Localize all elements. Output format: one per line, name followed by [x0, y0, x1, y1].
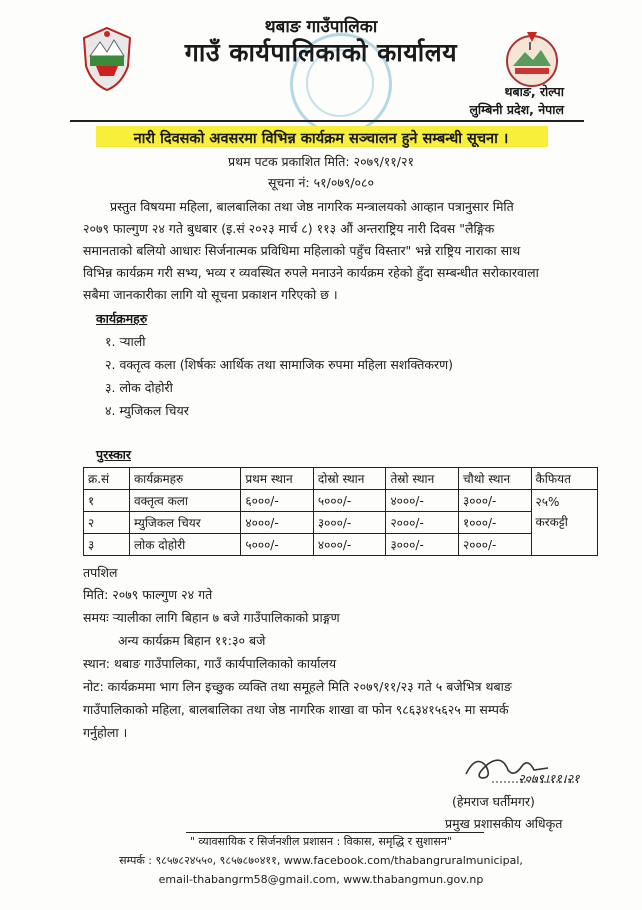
address-line-2: लुम्बिनी प्रदेश, नेपाल [469, 102, 564, 117]
table-row [84, 534, 598, 556]
remark-percent: २५% [535, 495, 560, 509]
event-time-rally: समयः ऱ्यालीका लागि बिहान ७ बजे गाउँपालिकाको प्राङ्गण [83, 610, 340, 625]
table-cell: ३०००/- [458, 490, 531, 512]
table-cell: ४०००/- [241, 512, 314, 534]
table-cell: ३०००/- [313, 512, 386, 534]
program-item: ३. लोक दोहोरी [105, 380, 173, 395]
footer-email: email-thabangrm58@gmail.com, www.thabangmun.gov.np [158, 873, 484, 886]
table-header-row [84, 468, 598, 490]
table-cell: ३ [84, 534, 130, 556]
table-cell: २०००/- [458, 534, 531, 556]
prizes-heading: पुरस्कार [96, 447, 132, 462]
signature-date: २०७९।११।२१ [518, 771, 580, 786]
column-header: तेस्रो स्थान [386, 468, 459, 490]
body-line-3: समानताको बलियो आधारः सिर्जनात्मक प्रविधिमा महिलाको पहुँच विस्तार" भन्ने राष्ट्रिय नाराका साथ [83, 243, 521, 258]
notice-subject: नारी दिवसको अवसरमा विभिन्न कार्यक्रम सञ्चालन हुने सम्बन्धी सूचना । [133, 131, 509, 147]
footer-divider [186, 832, 484, 833]
table-cell: १०००/- [458, 512, 531, 534]
note-line-3: गर्नुहोला । [83, 725, 128, 740]
table-cell: ४०००/- [313, 534, 386, 556]
table-cell: ४०००/- [386, 490, 459, 512]
program-item: १. ऱ्याली [105, 334, 146, 349]
signatory-name: (हेमराज घर्तीमगर) [452, 794, 535, 809]
program-item: ४. म्युजिकल चियर [105, 403, 189, 418]
municipality-name: थबाङ गाउँपालिका [264, 17, 378, 37]
event-time-other: अन्य कार्यक्रम बिहान ११:३० बजे [118, 633, 266, 648]
table-cell: लोक दोहोरी [129, 534, 240, 556]
column-header: प्रथम स्थान [241, 468, 314, 490]
signatory-title: प्रमुख प्रशासकीय अधिकृत [445, 816, 563, 831]
body-line-1: प्रस्तुत विषयमा महिला, बालबालिका तथा जेष्ठ नागरिक मन्त्रालयको आव्हान पत्रानुसार मिति [110, 199, 514, 214]
note-line-2: गाउँपालिकाको महिला, बालबालिका तथा जेष्ठ नागरिक शाखा वा फोन ९८६३४१५६२५ मा सम्पर्क [83, 702, 509, 717]
program-item: २. वक्तृत्व कला (शिर्षकः आर्थिक तथा सामाजिक रुपमा महिला सशक्तिकरण) [105, 357, 454, 372]
table-row [84, 512, 598, 534]
table-cell: वक्तृत्व कला [129, 490, 240, 512]
office-name: गाउँ कार्यपालिकाको कार्यालय [184, 38, 458, 67]
event-venue: स्थान: थबाङ गाउँपालिका, गाउँ कार्यपालिकाको कार्यालय [83, 656, 337, 671]
table-cell: २ [84, 512, 130, 534]
event-date: मिति: २०७९ फाल्गुण २४ गते [83, 587, 213, 602]
column-header: क्र.सं [84, 468, 130, 490]
footer-motto: " व्यावसायिक र सिर्जनशील प्रशासन : विकास, समृद्धि र सुशासन" [190, 835, 452, 848]
table-cell: ६०००/- [241, 490, 314, 512]
table-row [84, 490, 598, 512]
table-cell: १ [84, 490, 130, 512]
table-cell: ५०००/- [313, 490, 386, 512]
body-line-5: सबैमा जानकारीका लागि यो सूचना प्रकाशन गरिएको छ । [83, 287, 338, 302]
header-divider [70, 120, 584, 122]
column-header: कैफियत [531, 468, 597, 490]
table-cell: ५०००/- [241, 534, 314, 556]
prizes-table [83, 467, 598, 556]
table-cell: ३०००/- [386, 534, 459, 556]
table-cell: म्युजिकल चियर [129, 512, 240, 534]
footer-contact: सम्पर्क : ९८५७८२४५५०, ९८५७८७०४११, www.facebook.com/thabangruralmunicipal, [119, 854, 523, 867]
column-header: दोस्रो स्थान [313, 468, 386, 490]
body-line-2: २०७९ फाल्गुण २४ गते बुधबार (इ.सं २०२३ मार्च ८) ११३ औं अन्तराष्ट्रिय नारी दिवस "लैङ्गिक [83, 221, 495, 236]
details-heading: तपशिल [83, 565, 118, 580]
address-line-1: थबाङ, रोल्पा [504, 84, 564, 99]
published-date: प्रथम पटक प्रकाशित मिति: २०७९/११/२१ [228, 154, 414, 169]
body-line-4: विभिन्न कार्यक्रम गरी सभ्य, भव्य र व्यवस्थित रुपले मनाउने कार्यक्रम रहेको हुँदा सम्बन्धीत सरोकारवाला [83, 265, 539, 280]
notice-number: सूचना नं: ५१/०७९/०८० [267, 175, 375, 190]
note-line-1: नोट: कार्यक्रममा भाग लिन इच्छुक व्यक्ति तथा समूहले मिति २०७९/११/२३ गते ५ बजेभित्र थबाङ [83, 679, 512, 694]
remarks-cell [531, 490, 597, 556]
column-header: कार्यक्रमहरु [129, 468, 240, 490]
remark-text: करकट्टी [535, 515, 568, 529]
programs-heading: कार्यक्रमहरु [96, 311, 148, 326]
column-header: चौथो स्थान [458, 468, 531, 490]
table-cell: २०००/- [386, 512, 459, 534]
